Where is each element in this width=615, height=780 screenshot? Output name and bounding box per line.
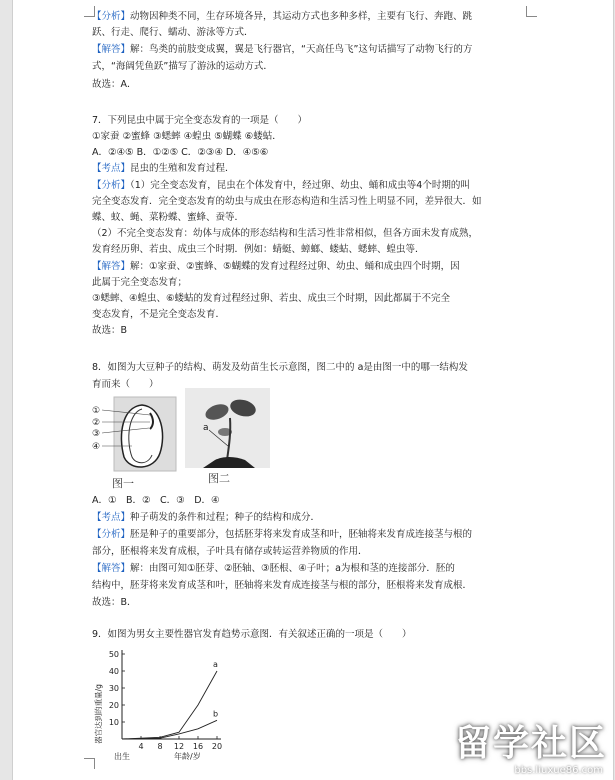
q7-answer-3: ③蟋蟀、④蝗虫、⑥蝼蛄的发育过程经过卵、若虫、成虫三个时期，因此都属于不完全 xyxy=(92,293,451,304)
q8-point xyxy=(92,511,522,524)
q6-analysis-line-2: 跃、行走、爬行、蠕动、游泳等方式． xyxy=(92,27,254,38)
x-tick-label: 16 xyxy=(192,742,204,751)
q8-stem-2: 育而来（ ） xyxy=(92,379,159,390)
q8-options: A．① B．② C．③ D．④ xyxy=(92,495,220,506)
series-line-a xyxy=(122,671,217,739)
answer-tag: 【解答】 xyxy=(92,563,131,574)
analysis-tag: 【分析】 xyxy=(92,529,131,540)
x-tick-label: 12 xyxy=(173,742,185,751)
watermark-url: bbs.liuxue86.com xyxy=(514,765,603,776)
q7-stem: 7．下列昆虫中属于完全变态发育的一项是（ ） xyxy=(92,115,308,126)
y-tick-label: 10 xyxy=(108,718,119,727)
y-tick-label: 40 xyxy=(108,667,119,676)
crop-mark-top-right xyxy=(526,6,537,17)
q8-answer-text-1: 解：由图可知①胚芽、②胚轴、③胚根、④子叶；a为根和茎的连接部分．胚的 xyxy=(130,563,455,574)
q7-point-text: 昆虫的生殖和发育过程． xyxy=(130,163,235,174)
q8-answer-2: 结构中，胚芽将来发育成茎和叶，胚轴将来发育成连接茎与根的部分，胚根将来发育成根． xyxy=(92,580,473,591)
point-tag: 【考点】 xyxy=(92,163,131,174)
figure-1-caption: 图一 xyxy=(112,477,134,490)
q7-answer-1 xyxy=(92,260,522,273)
q8-analysis-text-1: 胚是种子的重要部分，包括胚芽将来发育成茎和叶，胚轴将来发育成连接茎与根的 xyxy=(130,529,473,540)
seed-label-2: ② xyxy=(92,418,101,428)
series-label-b: b xyxy=(213,709,219,719)
chart-xlabel: 年龄/岁 xyxy=(174,752,201,761)
x-tick-label: 8 xyxy=(157,742,163,751)
y-tick-label: 30 xyxy=(108,684,119,693)
chart-origin-label: 出生 xyxy=(114,752,130,761)
q6-answer-text-1: 解：鸟类的前肢变成翼，翼是飞行器官，“天高任鸟飞”这句话描写了动物飞行的方 xyxy=(130,44,473,55)
q7-analysis-5: 发育经历卵、若虫、成虫三个时期．例如：蜻蜓、蟑螂、蝼蛄、蟋蟀、蝗虫等． xyxy=(92,244,425,255)
q7-analysis-text-1: （1）完全变态发育，昆虫在个体发育中，经过卵、幼虫、蛹和成虫等4个时期的叫 xyxy=(130,180,470,191)
q6-answer-line-1 xyxy=(92,43,522,56)
analysis-tag: 【分析】 xyxy=(92,11,131,22)
q7-analysis-2: 完全变态发育．完全变态发育的幼虫与成虫在形态构造和生活习性上明显不同，差异很大．如 xyxy=(92,196,482,207)
seedling-figure xyxy=(185,388,270,468)
series-line-b xyxy=(122,720,217,739)
chart-ylabel: 器官达到的重量/g xyxy=(94,684,103,744)
q8-choose: 故选：B． xyxy=(92,597,137,608)
q7-analysis-4: （2）不完全变态发育：幼体与成体的形态结构和生活习性非常相似，但各方面未发育成熟， xyxy=(92,228,479,239)
q7-options-2: A．②④⑤ B．①②⑤ C．②③④ D．④⑤⑥ xyxy=(92,147,269,158)
q7-answer-2: 此属于完全变态发育； xyxy=(92,277,188,288)
seed-label-4: ④ xyxy=(92,442,101,452)
seed-structure-figure xyxy=(92,395,182,475)
q7-answer-text-1: 解：①家蚕、②蜜蜂、⑤蝴蝶的发育过程经过卵、幼虫、蛹和成虫四个时期，因 xyxy=(130,261,460,272)
answer-tag: 【解答】 xyxy=(92,261,131,272)
q8-stem-1: 8．如图为大豆种子的结构、萌发及幼苗生长示意图，图二中的 a是由图一中的哪一结构发 xyxy=(92,362,468,373)
series-label-a: a xyxy=(213,660,218,669)
figure-2-caption: 图二 xyxy=(208,472,230,485)
point-tag: 【考点】 xyxy=(92,512,131,523)
seedling-label-a: a xyxy=(203,423,209,433)
q7-analysis-1 xyxy=(92,179,522,192)
q8-analysis-1 xyxy=(92,528,522,541)
q6-analysis-text-1: 动物因种类不同，生存环境各异，其运动方式也多种多样，主要有飞行、奔跑、跳 xyxy=(130,11,473,22)
analysis-tag: 【分析】 xyxy=(92,180,131,191)
watermark xyxy=(441,723,611,776)
y-tick-label: 50 xyxy=(108,650,119,659)
q7-options-1: ①家蚕 ②蜜蜂 ③蟋蟀 ④蝗虫 ⑤蝴蝶 ⑥蝼蛄． xyxy=(92,131,282,142)
q9-stem: 9．如图为男女主要性器官发育趋势示意图．有关叙述正确的一项是（ ） xyxy=(92,629,412,640)
q8-point-text: 种子萌发的条件和过程；种子的结构和成分． xyxy=(130,512,321,523)
q6-choose: 故选：A． xyxy=(92,79,137,90)
seed-label-3: ③ xyxy=(92,429,101,439)
y-tick-label: 20 xyxy=(108,701,119,710)
q6-analysis-line-1 xyxy=(92,10,522,23)
q8-answer-1 xyxy=(92,562,522,575)
x-tick-label: 4 xyxy=(138,742,144,751)
q7-analysis-3: 蝶、蚊、蝇、菜粉蝶、蜜蜂、蚕等． xyxy=(92,212,245,223)
organ-growth-chart xyxy=(92,644,232,764)
q8-analysis-2: 部分，胚根将来发育成根，子叶具有储存或转运营养物质的作用． xyxy=(92,546,368,557)
watermark-logo-text: 留学社区 xyxy=(454,723,607,764)
q6-answer-line-2: 式，“海阔凭鱼跃”描写了游泳的运动方式． xyxy=(92,61,273,72)
q7-answer-4: 变态发育，不是完全变态发育． xyxy=(92,309,226,320)
q7-point xyxy=(92,162,522,175)
answer-tag: 【解答】 xyxy=(92,44,131,55)
seed-label-1: ① xyxy=(92,406,101,416)
x-tick-label: 20 xyxy=(211,742,223,751)
q7-choose: 故选：B xyxy=(92,325,128,336)
